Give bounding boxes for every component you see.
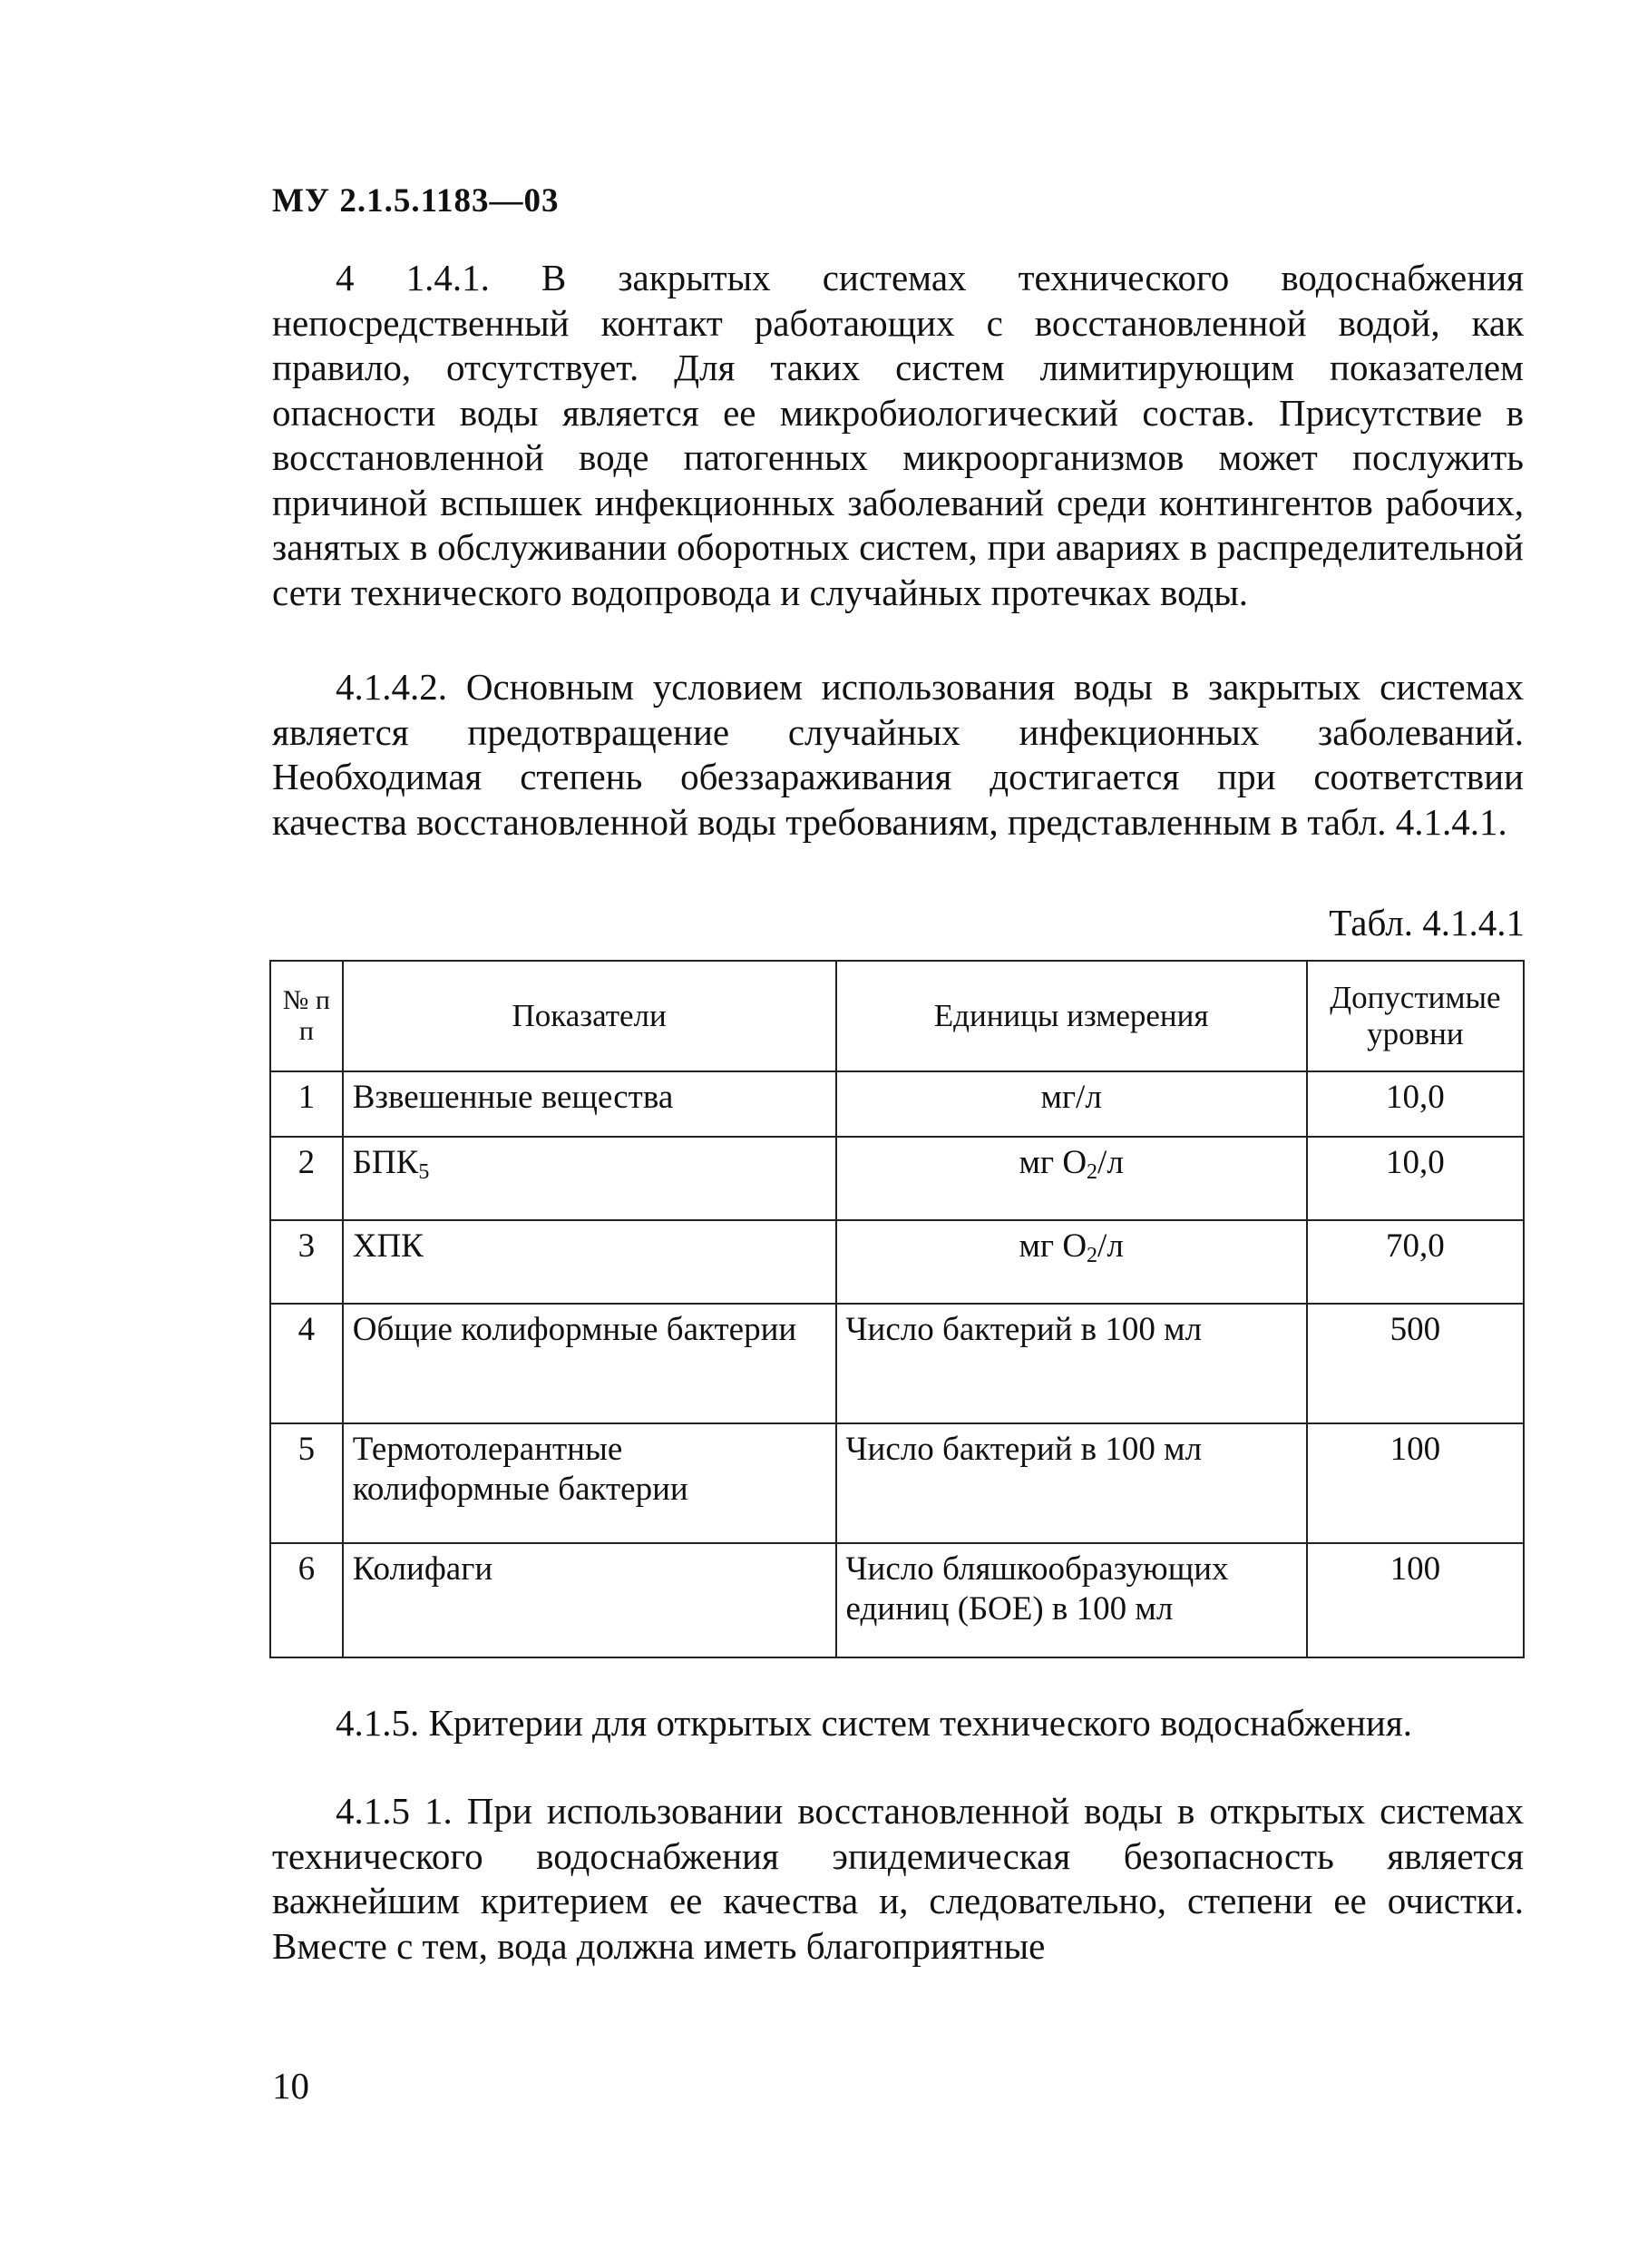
indicator-text: БПК xyxy=(352,1144,419,1181)
requirements-table xyxy=(269,960,1525,1658)
unit-text: мг O xyxy=(1019,1227,1087,1265)
table-row xyxy=(270,1543,1524,1657)
unit-subscript: 2 xyxy=(1087,1244,1098,1267)
row-unit: Число бактерий в 100 мл xyxy=(836,1423,1307,1543)
unit-tail: /л xyxy=(1097,1144,1124,1181)
table-header-row xyxy=(270,961,1524,1071)
header-number: № п п xyxy=(270,961,343,1071)
row-number: 1 xyxy=(270,1071,343,1137)
row-indicator: ХПК xyxy=(343,1220,836,1304)
table-row xyxy=(270,1304,1524,1423)
unit-tail: /л xyxy=(1097,1227,1124,1265)
row-level: 100 xyxy=(1307,1543,1524,1657)
document-code: МУ 2.1.5.1183—03 xyxy=(272,182,560,220)
row-unit xyxy=(836,1137,1307,1220)
row-level: 10,0 xyxy=(1307,1137,1524,1220)
paragraph-4-1-5-1: 4.1.5 1. При использовании восстановленной воды в открытых системах технического водоснабжения эпидемическая безопасность является важнейшим критерием ее качества и, следовательно, степени ее очистки. Вместе с тем, вода должна иметь благоприятные xyxy=(272,1790,1524,1967)
header-level: Допустимые уровни xyxy=(1307,961,1524,1071)
row-unit: Число бляшкообразующих единиц (БОЕ) в 100 мл xyxy=(836,1543,1307,1657)
row-indicator: Колифаги xyxy=(343,1543,836,1657)
paragraph-4-1-4-1: 4 1.4.1. В закрытых системах технического водоснабжения непосредственный контакт работающих с восстановленной водой, как правило, отсутствует. Для таких систем лимитирующим показателем опасности воды является ее микробиологический состав. Присутствие в восстановленной воде патогенных микроорганизмов может послужить причиной вспышек инфекционных заболеваний среди контингентов рабочих, занятых в обслуживании оборотных систем, при авариях в распределительной сети технического водопровода и случайных протечках воды. xyxy=(272,257,1524,613)
row-number: 6 xyxy=(270,1543,343,1657)
row-number: 4 xyxy=(270,1304,343,1423)
row-unit xyxy=(836,1220,1307,1304)
row-level: 70,0 xyxy=(1307,1220,1524,1304)
row-unit: Число бактерий в 100 мл xyxy=(836,1304,1307,1423)
paragraph-4-1-4-2: 4.1.4.2. Основным условием использования воды в закрытых системах является предотвращение случайных инфекционных заболеваний. Необходимая степень обеззараживания достигается при соответствии качества восстановленной воды требованиям, представленным в табл. 4.1.4.1. xyxy=(272,666,1524,843)
row-unit: мг/л xyxy=(836,1071,1307,1137)
row-number: 5 xyxy=(270,1423,343,1543)
row-level: 10,0 xyxy=(1307,1071,1524,1137)
header-indicator: Показатели xyxy=(343,961,836,1071)
unit-text: мг O xyxy=(1019,1144,1087,1181)
table-caption: Табл. 4.1.4.1 xyxy=(1329,902,1525,943)
table-row xyxy=(270,1137,1524,1220)
row-indicator xyxy=(343,1137,836,1220)
page-number: 10 xyxy=(272,2065,309,2107)
row-indicator: Термотолерантные колиформные бактерии xyxy=(343,1423,836,1543)
header-unit: Единицы измерения xyxy=(836,961,1307,1071)
row-indicator: Взвешенные вещества xyxy=(343,1071,836,1137)
row-level: 100 xyxy=(1307,1423,1524,1543)
row-level: 500 xyxy=(1307,1304,1524,1423)
unit-subscript: 2 xyxy=(1087,1160,1098,1184)
row-number: 2 xyxy=(270,1137,343,1220)
table-row xyxy=(270,1220,1524,1304)
paragraph-4-1-5: 4.1.5. Критерии для открытых систем технического водоснабжения. xyxy=(336,1702,1412,1744)
row-indicator: Общие колиформные бактерии xyxy=(343,1304,836,1423)
table-row xyxy=(270,1071,1524,1137)
row-number: 3 xyxy=(270,1220,343,1304)
indicator-subscript: 5 xyxy=(418,1160,430,1184)
table-row xyxy=(270,1423,1524,1543)
